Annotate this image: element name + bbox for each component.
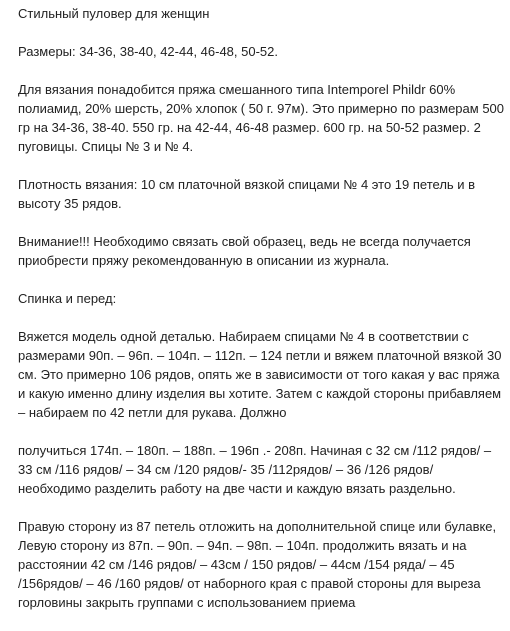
instructions-paragraph-1: Вяжется модель одной деталью. Набираем спицами № 4 в соответствии с размерами 90п. – 96п. – 104п. – 112п. – 124 петли и вяжем платочной вязкой 30 см. Это примерно 106 рядов, опять же в зависимости от того какая у вас пряжа и какую именно длину изделия вы хотите. Затем с каждой стороны прибавляем – набираем по 42 петли для рукава. Должно: [18, 329, 502, 420]
document-body: [18, 4, 504, 631]
section-heading: Спинка и перед:: [18, 291, 117, 306]
attention-paragraph: Внимание!!! Необходимо связать свой образец, ведь не всегда получается приобрести пряжу рекомендованную в описании из журнала.: [18, 234, 471, 268]
gauge-paragraph: Плотность вязания: 10 см платочной вязкой спицами № 4 это 19 петель и в высоту 35 рядов.: [18, 177, 476, 211]
yarn-paragraph: Для вязания понадобится пряжа смешанного типа Intemporel Phildr 60% полиамид, 20% шерсть, 20% хлопок ( 50 г. 97м). Это примерно по размерам 500 гр на 34-36, 38-40. 550 гр. на 42-44, 46-48 размер. 600 гр. на 50-52 размер. 2 пуговицы. Спицы № 3 и № 4.: [18, 82, 505, 154]
document-title: Стильный пуловер для женщин: [18, 6, 210, 21]
instructions-paragraph-2: получиться 174п. – 180п. – 188п. – 196п .- 208п. Начиная с 32 см /112 рядов/ – 33 см /116 рядов/ – 34 см /120 рядов/- 35 /112рядов/ – 36 /126 рядов/ необходимо разделить работу на две части и каждую вязать раздельно.: [18, 443, 492, 496]
sizes-paragraph: Размеры: 34-36, 38-40, 42-44, 46-48, 50-52.: [18, 44, 278, 59]
instructions-paragraph-3: Правую сторону из 87 петель отложить на дополнительной спице или булавке, Левую сторону из 87п. – 90п. – 94п. – 98п. – 104п. продолжить вязать и на расстоянии 42 см /146 рядов/ – 43см / 150 рядов/ – 44см /154 ряда/ – 45 /156рядов/ – 46 /160 рядов/ от наборного края с правой стороны для выреза горловины закрыть группами с использованием приема: [18, 519, 497, 610]
